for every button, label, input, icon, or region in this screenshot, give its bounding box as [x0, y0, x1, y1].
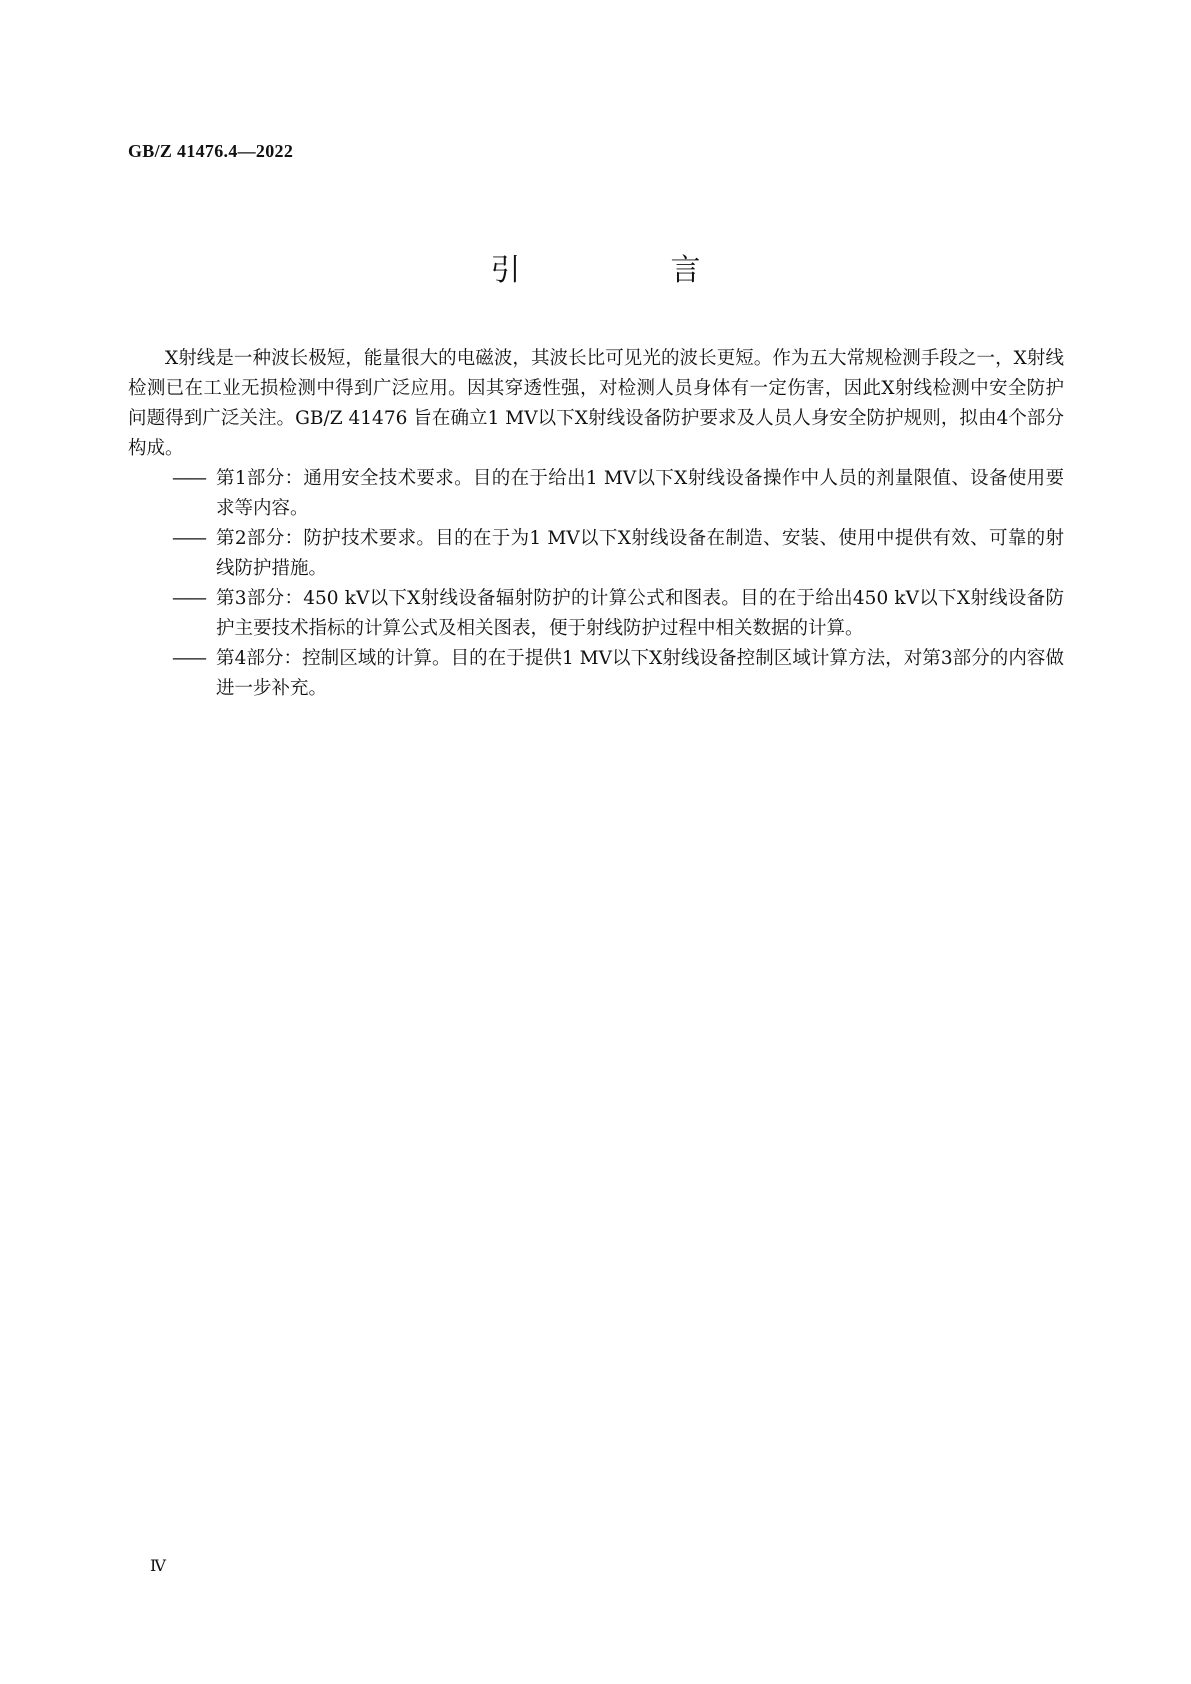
page-number: Ⅳ	[150, 1558, 166, 1575]
dash-marker: ——	[172, 468, 205, 489]
list-item	[128, 584, 1064, 644]
document-number: GB/Z 41476.4—2022	[128, 141, 294, 161]
parts-list	[128, 464, 1064, 704]
dash-marker: ——	[172, 588, 205, 609]
part-text: 第4部分：控制区域的计算。目的在于提供1 MV以下X射线设备控制区域计算方法，对第3部分的内容做进一步补充。	[216, 648, 1064, 699]
list-item	[128, 524, 1064, 584]
list-item	[128, 464, 1064, 524]
document-body	[128, 344, 1064, 704]
intro-paragraph: X射线是一种波长极短，能量很大的电磁波，其波长比可见光的波长更短。作为五大常规检测手段之一，X射线检测已在工业无损检测中得到广泛应用。因其穿透性强，对检测人员身体有一定伤害，因此X射线检测中安全防护问题得到广泛关注。GB/Z 41476 旨在确立1 MV以下X射线设备防护要求及人员人身安全防护规则，拟由4个部分构成。	[128, 348, 1064, 459]
list-item	[128, 644, 1064, 704]
dash-marker: ——	[172, 648, 205, 669]
part-text: 第2部分：防护技术要求。目的在于为1 MV以下X射线设备在制造、安装、使用中提供有效、可靠的射线防护措施。	[216, 528, 1064, 579]
part-text: 第3部分：450 kV以下X射线设备辐射防护的计算公式和图表。目的在于给出450 kV以下X射线设备防护主要技术指标的计算公式及相关图表，便于射线防护过程中相关数据的计算。	[216, 588, 1064, 639]
dash-marker: ——	[172, 528, 205, 549]
page-title: 引 言	[490, 253, 761, 288]
part-text: 第1部分：通用安全技术要求。目的在于给出1 MV以下X射线设备操作中人员的剂量限值、设备使用要求等内容。	[216, 468, 1064, 519]
